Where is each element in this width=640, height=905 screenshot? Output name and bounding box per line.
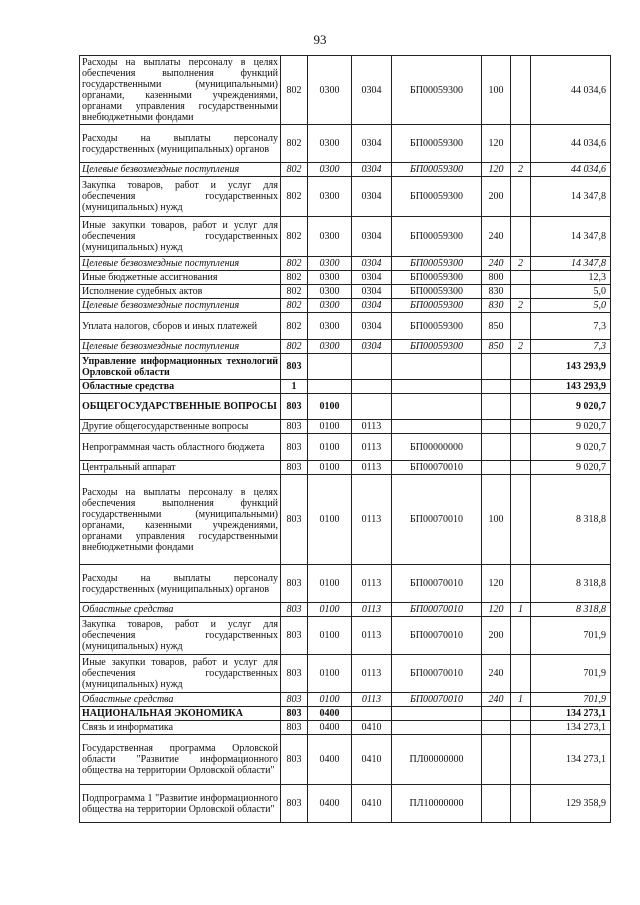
expense-type-code: 240	[482, 655, 511, 693]
expense-type-code: 100	[482, 56, 511, 125]
ved-code: 802	[281, 217, 308, 257]
subsection-code: 0410	[352, 785, 392, 823]
expense-type-code	[482, 354, 511, 380]
amount: 5,0	[531, 285, 611, 299]
section-code: 0100	[308, 603, 352, 617]
section-code: 0300	[308, 271, 352, 285]
target-article-code: БП00059300	[392, 125, 482, 163]
row-name: Иные закупки товаров, работ и услуг для обеспечения государственных (муниципальных) нужд	[80, 217, 281, 257]
source-code	[511, 617, 531, 655]
ved-code: 802	[281, 313, 308, 340]
expense-type-code	[482, 394, 511, 420]
row-name: Управление информационных технологий Орловской области	[80, 354, 281, 380]
row-name: ОБЩЕГОСУДАРСТВЕННЫЕ ВОПРОСЫ	[80, 394, 281, 420]
ved-code: 803	[281, 655, 308, 693]
source-code	[511, 285, 531, 299]
row-name: Расходы на выплаты персоналу в целях обеспечения выполнения функций государственными (муниципальными) органами, казенными учреждениями, органами управления государственными внебюджетными фондами	[80, 475, 281, 565]
ved-code: 802	[281, 285, 308, 299]
target-article-code: ПЛ10000000	[392, 785, 482, 823]
expense-type-code	[482, 721, 511, 735]
section-code: 0100	[308, 475, 352, 565]
source-code	[511, 655, 531, 693]
row-name: Другие общегосударственные вопросы	[80, 420, 281, 434]
row-name: Расходы на выплаты персоналу государственных (муниципальных) органов	[80, 125, 281, 163]
ved-code: 802	[281, 56, 308, 125]
table-row	[80, 285, 611, 299]
section-code: 0300	[308, 299, 352, 313]
row-name: Иные закупки товаров, работ и услуг для обеспечения государственных (муниципальных) нужд	[80, 655, 281, 693]
target-article-code: БП00059300	[392, 299, 482, 313]
target-article-code	[392, 354, 482, 380]
section-code: 0300	[308, 177, 352, 217]
expense-type-code: 830	[482, 285, 511, 299]
amount: 7,3	[531, 340, 611, 354]
ved-code: 802	[281, 257, 308, 271]
table-row	[80, 313, 611, 340]
amount: 129 358,9	[531, 785, 611, 823]
subsection-code: 0304	[352, 217, 392, 257]
target-article-code: БП00070010	[392, 655, 482, 693]
table-row	[80, 617, 611, 655]
subsection-code	[352, 394, 392, 420]
expense-type-code	[482, 461, 511, 475]
subsection-code: 0113	[352, 434, 392, 461]
table-row	[80, 354, 611, 380]
ved-code: 803	[281, 721, 308, 735]
amount: 143 293,9	[531, 354, 611, 380]
table-row	[80, 394, 611, 420]
ved-code: 803	[281, 565, 308, 603]
section-code: 0300	[308, 163, 352, 177]
section-code: 0100	[308, 617, 352, 655]
subsection-code: 0304	[352, 257, 392, 271]
amount: 701,9	[531, 617, 611, 655]
ved-code: 802	[281, 271, 308, 285]
source-code: 2	[511, 299, 531, 313]
table-row	[80, 565, 611, 603]
ved-code: 803	[281, 603, 308, 617]
table-row	[80, 163, 611, 177]
ved-code: 803	[281, 735, 308, 785]
table-row	[80, 735, 611, 785]
source-code	[511, 394, 531, 420]
source-code	[511, 217, 531, 257]
table-row	[80, 380, 611, 394]
subsection-code: 0304	[352, 285, 392, 299]
subsection-code: 0113	[352, 565, 392, 603]
expense-type-code: 800	[482, 271, 511, 285]
subsection-code: 0410	[352, 721, 392, 735]
table-row	[80, 257, 611, 271]
table-row	[80, 785, 611, 823]
expense-type-code: 240	[482, 217, 511, 257]
target-article-code: БП00059300	[392, 285, 482, 299]
subsection-code: 0113	[352, 475, 392, 565]
ved-code: 803	[281, 461, 308, 475]
expense-type-code	[482, 785, 511, 823]
source-code	[511, 785, 531, 823]
amount: 8 318,8	[531, 603, 611, 617]
section-code: 0300	[308, 340, 352, 354]
table-row	[80, 56, 611, 125]
subsection-code: 0113	[352, 617, 392, 655]
amount: 9 020,7	[531, 461, 611, 475]
expense-type-code	[482, 380, 511, 394]
target-article-code: БП00070010	[392, 693, 482, 707]
target-article-code: БП00070010	[392, 603, 482, 617]
source-code: 2	[511, 257, 531, 271]
source-code	[511, 721, 531, 735]
ved-code: 803	[281, 693, 308, 707]
amount: 134 273,1	[531, 707, 611, 721]
amount: 134 273,1	[531, 735, 611, 785]
ved-code: 803	[281, 785, 308, 823]
subsection-code	[352, 380, 392, 394]
target-article-code: БП00070010	[392, 565, 482, 603]
subsection-code: 0113	[352, 461, 392, 475]
ved-code: 803	[281, 707, 308, 721]
table-row	[80, 217, 611, 257]
expense-type-code: 850	[482, 313, 511, 340]
source-code: 2	[511, 163, 531, 177]
section-code: 0100	[308, 655, 352, 693]
table-row	[80, 340, 611, 354]
source-code	[511, 475, 531, 565]
row-name: Связь и информатика	[80, 721, 281, 735]
amount: 44 034,6	[531, 125, 611, 163]
row-name: Государственная программа Орловской области "Развитие информационного общества на территории Орловской области"	[80, 735, 281, 785]
amount: 9 020,7	[531, 420, 611, 434]
section-code	[308, 380, 352, 394]
table-row	[80, 693, 611, 707]
source-code	[511, 707, 531, 721]
source-code	[511, 420, 531, 434]
section-code: 0300	[308, 56, 352, 125]
expense-type-code: 120	[482, 125, 511, 163]
row-name: Целевые безвозмездные поступления	[80, 340, 281, 354]
row-name: Закупка товаров, работ и услуг для обеспечения государственных (муниципальных) нужд	[80, 177, 281, 217]
target-article-code	[392, 721, 482, 735]
table-row	[80, 707, 611, 721]
source-code	[511, 313, 531, 340]
ved-code: 1	[281, 380, 308, 394]
ved-code: 802	[281, 177, 308, 217]
row-name: Уплата налогов, сборов и иных платежей	[80, 313, 281, 340]
amount: 8 318,8	[531, 475, 611, 565]
expense-type-code: 200	[482, 617, 511, 655]
source-code	[511, 565, 531, 603]
source-code	[511, 380, 531, 394]
table-row	[80, 299, 611, 313]
amount: 5,0	[531, 299, 611, 313]
table-row	[80, 125, 611, 163]
row-name: Иные бюджетные ассигнования	[80, 271, 281, 285]
ved-code: 803	[281, 354, 308, 380]
section-code: 0100	[308, 461, 352, 475]
target-article-code: БП00059300	[392, 217, 482, 257]
amount: 44 034,6	[531, 163, 611, 177]
budget-table	[79, 55, 611, 823]
row-name: Целевые безвозмездные поступления	[80, 299, 281, 313]
source-code: 2	[511, 340, 531, 354]
section-code: 0400	[308, 707, 352, 721]
subsection-code	[352, 354, 392, 380]
source-code	[511, 354, 531, 380]
target-article-code: БП00059300	[392, 313, 482, 340]
target-article-code	[392, 394, 482, 420]
target-article-code: ПЛ00000000	[392, 735, 482, 785]
subsection-code: 0113	[352, 420, 392, 434]
source-code: 1	[511, 603, 531, 617]
ved-code: 803	[281, 434, 308, 461]
amount: 701,9	[531, 655, 611, 693]
subsection-code: 0304	[352, 299, 392, 313]
amount: 12,3	[531, 271, 611, 285]
source-code	[511, 434, 531, 461]
row-name: Исполнение судебных актов	[80, 285, 281, 299]
expense-type-code	[482, 434, 511, 461]
subsection-code: 0113	[352, 603, 392, 617]
ved-code: 802	[281, 163, 308, 177]
table-row	[80, 420, 611, 434]
ved-code: 802	[281, 299, 308, 313]
table-row	[80, 475, 611, 565]
expense-type-code: 850	[482, 340, 511, 354]
section-code: 0400	[308, 785, 352, 823]
ved-code: 803	[281, 420, 308, 434]
amount: 8 318,8	[531, 565, 611, 603]
section-code: 0100	[308, 434, 352, 461]
section-code: 0300	[308, 257, 352, 271]
subsection-code: 0113	[352, 693, 392, 707]
row-name: Целевые безвозмездные поступления	[80, 257, 281, 271]
section-code: 0300	[308, 125, 352, 163]
expense-type-code: 240	[482, 257, 511, 271]
expense-type-code: 830	[482, 299, 511, 313]
target-article-code: БП00059300	[392, 271, 482, 285]
amount: 14 347,8	[531, 177, 611, 217]
ved-code: 803	[281, 617, 308, 655]
ved-code: 802	[281, 340, 308, 354]
row-name: Областные средства	[80, 380, 281, 394]
row-name: Подпрограмма 1 "Развитие информационного общества на территории Орловской области"	[80, 785, 281, 823]
target-article-code: БП00070010	[392, 475, 482, 565]
row-name: НАЦИОНАЛЬНАЯ ЭКОНОМИКА	[80, 707, 281, 721]
expense-type-code	[482, 735, 511, 785]
section-code: 0300	[308, 313, 352, 340]
row-name: Расходы на выплаты персоналу в целях обеспечения выполнения функций государственными (муниципальными) органами, казенными учреждениями, органами управления государственными внебюджетными фондами	[80, 56, 281, 125]
table-row	[80, 655, 611, 693]
table-row	[80, 721, 611, 735]
subsection-code: 0410	[352, 735, 392, 785]
ved-code: 803	[281, 475, 308, 565]
expense-type-code	[482, 420, 511, 434]
source-code	[511, 735, 531, 785]
expense-type-code	[482, 707, 511, 721]
expense-type-code: 120	[482, 163, 511, 177]
section-code	[308, 354, 352, 380]
expense-type-code: 120	[482, 565, 511, 603]
source-code	[511, 125, 531, 163]
row-name: Расходы на выплаты персоналу государственных (муниципальных) органов	[80, 565, 281, 603]
section-code: 0300	[308, 217, 352, 257]
target-article-code: БП00070010	[392, 461, 482, 475]
amount: 701,9	[531, 693, 611, 707]
amount: 14 347,8	[531, 217, 611, 257]
section-code: 0100	[308, 420, 352, 434]
ved-code: 803	[281, 394, 308, 420]
section-code: 0300	[308, 285, 352, 299]
table-row	[80, 177, 611, 217]
target-article-code: БП00059300	[392, 163, 482, 177]
subsection-code: 0304	[352, 177, 392, 217]
source-code	[511, 177, 531, 217]
subsection-code: 0304	[352, 271, 392, 285]
table-row	[80, 434, 611, 461]
row-name: Непрограммная часть областного бюджета	[80, 434, 281, 461]
amount: 9 020,7	[531, 394, 611, 420]
amount: 44 034,6	[531, 56, 611, 125]
expense-type-code: 120	[482, 603, 511, 617]
target-article-code: БП00059300	[392, 56, 482, 125]
expense-type-code: 240	[482, 693, 511, 707]
target-article-code: БП00059300	[392, 257, 482, 271]
subsection-code: 0113	[352, 655, 392, 693]
row-name: Областные средства	[80, 693, 281, 707]
target-article-code: БП00070010	[392, 617, 482, 655]
target-article-code	[392, 420, 482, 434]
section-code: 0100	[308, 565, 352, 603]
subsection-code	[352, 707, 392, 721]
target-article-code: БП00059300	[392, 340, 482, 354]
source-code	[511, 271, 531, 285]
ved-code: 802	[281, 125, 308, 163]
section-code: 0400	[308, 721, 352, 735]
section-code: 0400	[308, 735, 352, 785]
subsection-code: 0304	[352, 56, 392, 125]
target-article-code: БП00000000	[392, 434, 482, 461]
target-article-code: БП00059300	[392, 177, 482, 217]
amount: 143 293,9	[531, 380, 611, 394]
target-article-code	[392, 707, 482, 721]
row-name: Центральный аппарат	[80, 461, 281, 475]
row-name: Целевые безвозмездные поступления	[80, 163, 281, 177]
amount: 9 020,7	[531, 434, 611, 461]
source-code	[511, 461, 531, 475]
subsection-code: 0304	[352, 125, 392, 163]
amount: 14 347,8	[531, 257, 611, 271]
expense-type-code: 200	[482, 177, 511, 217]
expense-type-code: 100	[482, 475, 511, 565]
source-code	[511, 56, 531, 125]
table-row	[80, 603, 611, 617]
source-code: 1	[511, 693, 531, 707]
table-row	[80, 271, 611, 285]
subsection-code: 0304	[352, 313, 392, 340]
section-code: 0100	[308, 693, 352, 707]
subsection-code: 0304	[352, 340, 392, 354]
amount: 134 273,1	[531, 721, 611, 735]
table-row	[80, 461, 611, 475]
amount: 7,3	[531, 313, 611, 340]
page-number: 93	[313, 32, 327, 47]
subsection-code: 0304	[352, 163, 392, 177]
section-code: 0100	[308, 394, 352, 420]
row-name: Закупка товаров, работ и услуг для обеспечения государственных (муниципальных) нужд	[80, 617, 281, 655]
target-article-code	[392, 380, 482, 394]
row-name: Областные средства	[80, 603, 281, 617]
